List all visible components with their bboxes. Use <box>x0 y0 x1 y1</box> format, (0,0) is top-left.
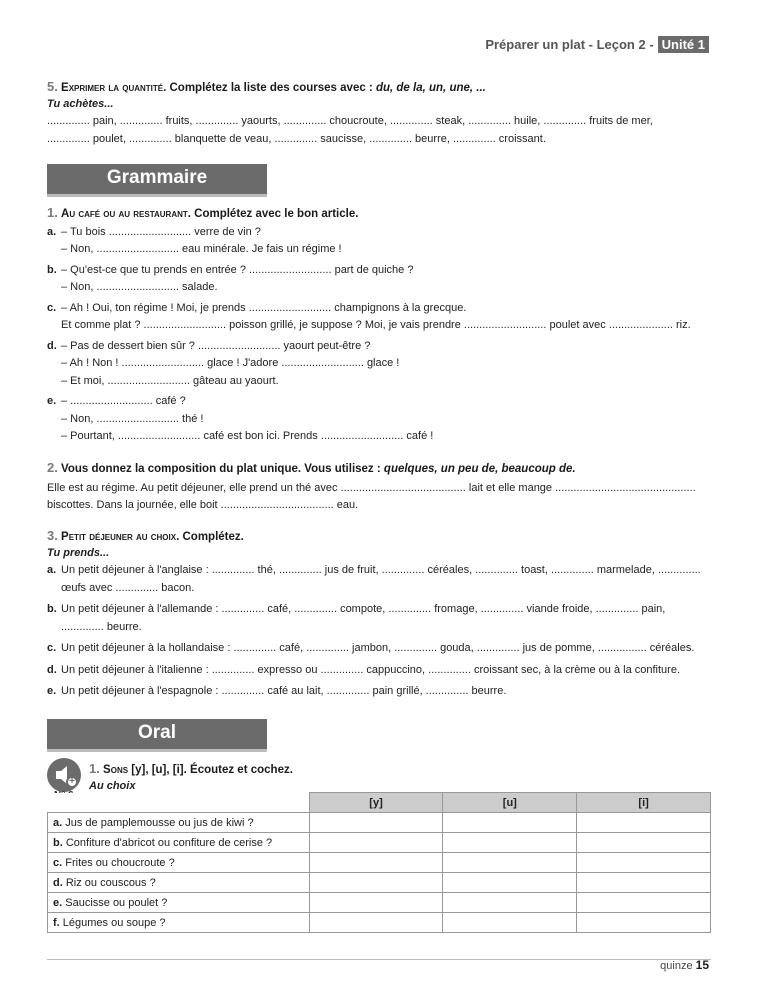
grammaire-exercise-1 <box>47 204 712 446</box>
check-cell[interactable] <box>443 833 577 853</box>
item-a: a. Un petit déjeuner à l'anglaise : .............. thé, .............. jus de fruit, .............. céréales, .............. toast, .............. marmelade, .............. œufs avec .............. bacon. <box>47 564 701 594</box>
item-c: c. Un petit déjeuner à la hollandaise : .............. café, .............. jambon, .............. gouda, .............. jus de pomme, ................ céréales. <box>47 642 695 654</box>
check-cell[interactable] <box>309 873 443 893</box>
check-cell[interactable] <box>309 833 443 853</box>
table-row: a. Jus de pamplemousse ou jus de kiwi ? <box>48 813 711 833</box>
check-cell[interactable] <box>309 853 443 873</box>
oral-banner: Oral <box>47 719 267 749</box>
page-word: quinze <box>660 960 693 972</box>
check-cell[interactable] <box>443 873 577 893</box>
grammaire-exercise-2: 2. Vous donnez la composition du plat unique. Vous utilisez : quelques, un peu de, beaucoup de. Elle est au régime. Au petit déjeuner, elle prend un thé avec ......................................... lait et elle mange .............................................. biscottes. Dans la journée, elle boit ..................................... eau. <box>47 459 712 515</box>
table-row: b. Confiture d'abricot ou confiture de cerise ? <box>48 833 711 853</box>
check-cell[interactable] <box>577 853 711 873</box>
check-cell[interactable] <box>309 813 443 833</box>
audio-icon[interactable] <box>47 758 81 792</box>
exercise-5-line: .............. pain, .............. fruits, .............. yaourts, .............. choucroute, .............. steak, .............. huile, .............. fruits de mer, <box>47 115 653 127</box>
check-cell[interactable] <box>577 893 711 913</box>
item-b: b. Un petit déjeuner à l'allemande : .............. café, .............. compote, .............. fromage, .............. viande froide, .............. pain, .............. beurre. <box>47 603 666 633</box>
oral-exercise-1: 1. Sons [y], [u], [i]. Écoutez et cochez. Au choix <box>89 760 689 795</box>
column-header: [y] <box>309 793 443 813</box>
item-e: e. Un petit déjeuner à l'espagnole : .............. café au lait, .............. pain grillé, .............. beurre. <box>47 685 507 697</box>
sounds-table <box>47 792 711 933</box>
table-row: d. Riz ou couscous ? <box>48 873 711 893</box>
check-cell[interactable] <box>309 893 443 913</box>
check-cell[interactable] <box>309 913 443 933</box>
item-e: e. – ........................... café ? – Non, ........................... thé ! – Pourtant, ........................... café est bon ici. Prends ........................... café ! <box>47 395 434 442</box>
exercise-5-subtitle: Tu achètes... <box>47 97 114 110</box>
exercise-title: 3. Petit déjeuner au choix. Complétez. <box>47 528 244 543</box>
header-title: Préparer un plat - Leçon 2 - <box>485 37 654 52</box>
check-cell[interactable] <box>443 813 577 833</box>
page-header <box>485 36 709 53</box>
table-row: e. Saucisse ou poulet ? <box>48 893 711 913</box>
table-row: c. Frites ou choucroute ? <box>48 853 711 873</box>
check-cell[interactable] <box>577 913 711 933</box>
exercise-title: 1. Sons [y], [u], [i]. Écoutez et cochez. <box>89 761 293 776</box>
plus-icon: + <box>66 776 78 788</box>
exercise-title: 1. Au café ou au restaurant. Complétez avec le bon article. <box>47 205 359 220</box>
check-cell[interactable] <box>577 873 711 893</box>
column-header: [i] <box>577 793 711 813</box>
exercise-5-title: 5. Exprimer la quantité. Complétez la liste des courses avec : du, de la, un, une, ... <box>47 79 486 94</box>
check-cell[interactable] <box>577 833 711 853</box>
grammaire-exercise-3: 3. Petit déjeuner au choix. Complétez. Tu prends... a. Un petit déjeuner à l'anglaise : .............. thé, .............. jus de fruit, .............. céréales, .............. toast, .............. marmelade, .............. œufs avec .............. bacon. b. Un petit déjeuner à l'allemande : .............. café, .............. compote, .............. fromage, .............. viande froide, .............. pain, .............. beurre. c. Un petit déjeuner à la hollandaise : .............. café, .............. jambon, .............. gouda, .............. jus de pomme, ................ céréales. d. Un petit déjeuner à l'italienne : .............. expresso ou .............. cappuccino, .............. croissant sec, à la crème ou à la confiture. e. Un petit déjeuner à l'espagnole : .............. café au lait, .............. pain grillé, .............. beurre. <box>47 527 712 701</box>
item-c: c. – Ah ! Oui, ton régime ! Moi, je prends ........................... champignons à la grecque. Et comme plat ? ........................... poisson grillé, je suppose ? Moi, je vais prendre ........................... poulet avec ..................... riz. <box>47 301 691 331</box>
unit-badge: Unité 1 <box>658 36 709 53</box>
item-d: d. Un petit déjeuner à l'italienne : .............. expresso ou .............. cappuccino, .............. croissant sec, à la crème ou à la confiture. <box>47 663 681 676</box>
grammaire-banner: Grammaire <box>47 164 267 194</box>
check-cell[interactable] <box>443 913 577 933</box>
column-header: [u] <box>443 793 577 813</box>
item-b: b. – Qu'est-ce que tu prends en entrée ? ........................... part de quiche ? – Non, ........................... salade. <box>47 263 414 293</box>
page-number: 15 <box>695 958 709 972</box>
item-d: d. – Pas de dessert bien sûr ? ........................... yaourt peut-être ? – Ah ! Non ! ........................... glace ! J'adore ........................... glace ! – Et moi, ........................... gâteau au yaourt. <box>47 339 400 387</box>
exercise-title: 2. Vous donnez la composition du plat unique. Vous utilisez : quelques, un peu de, beaucoup de. <box>47 460 576 475</box>
exercise-5-line: .............. poulet, .............. blanquette de veau, .............. saucisse, .............. beurre, .............. croissant. <box>47 132 546 145</box>
check-cell[interactable] <box>443 893 577 913</box>
page-footer <box>660 958 709 972</box>
check-cell[interactable] <box>443 853 577 873</box>
item-a: a. – Tu bois ........................... verre de vin ? – Non, ........................... eau minérale. Je fais un régime ! <box>47 225 342 255</box>
footer-divider <box>47 959 711 960</box>
check-cell[interactable] <box>577 813 711 833</box>
table-header-row <box>48 793 711 813</box>
exercise-5 <box>47 78 712 148</box>
table-row: f. Légumes ou soupe ? <box>48 913 711 933</box>
